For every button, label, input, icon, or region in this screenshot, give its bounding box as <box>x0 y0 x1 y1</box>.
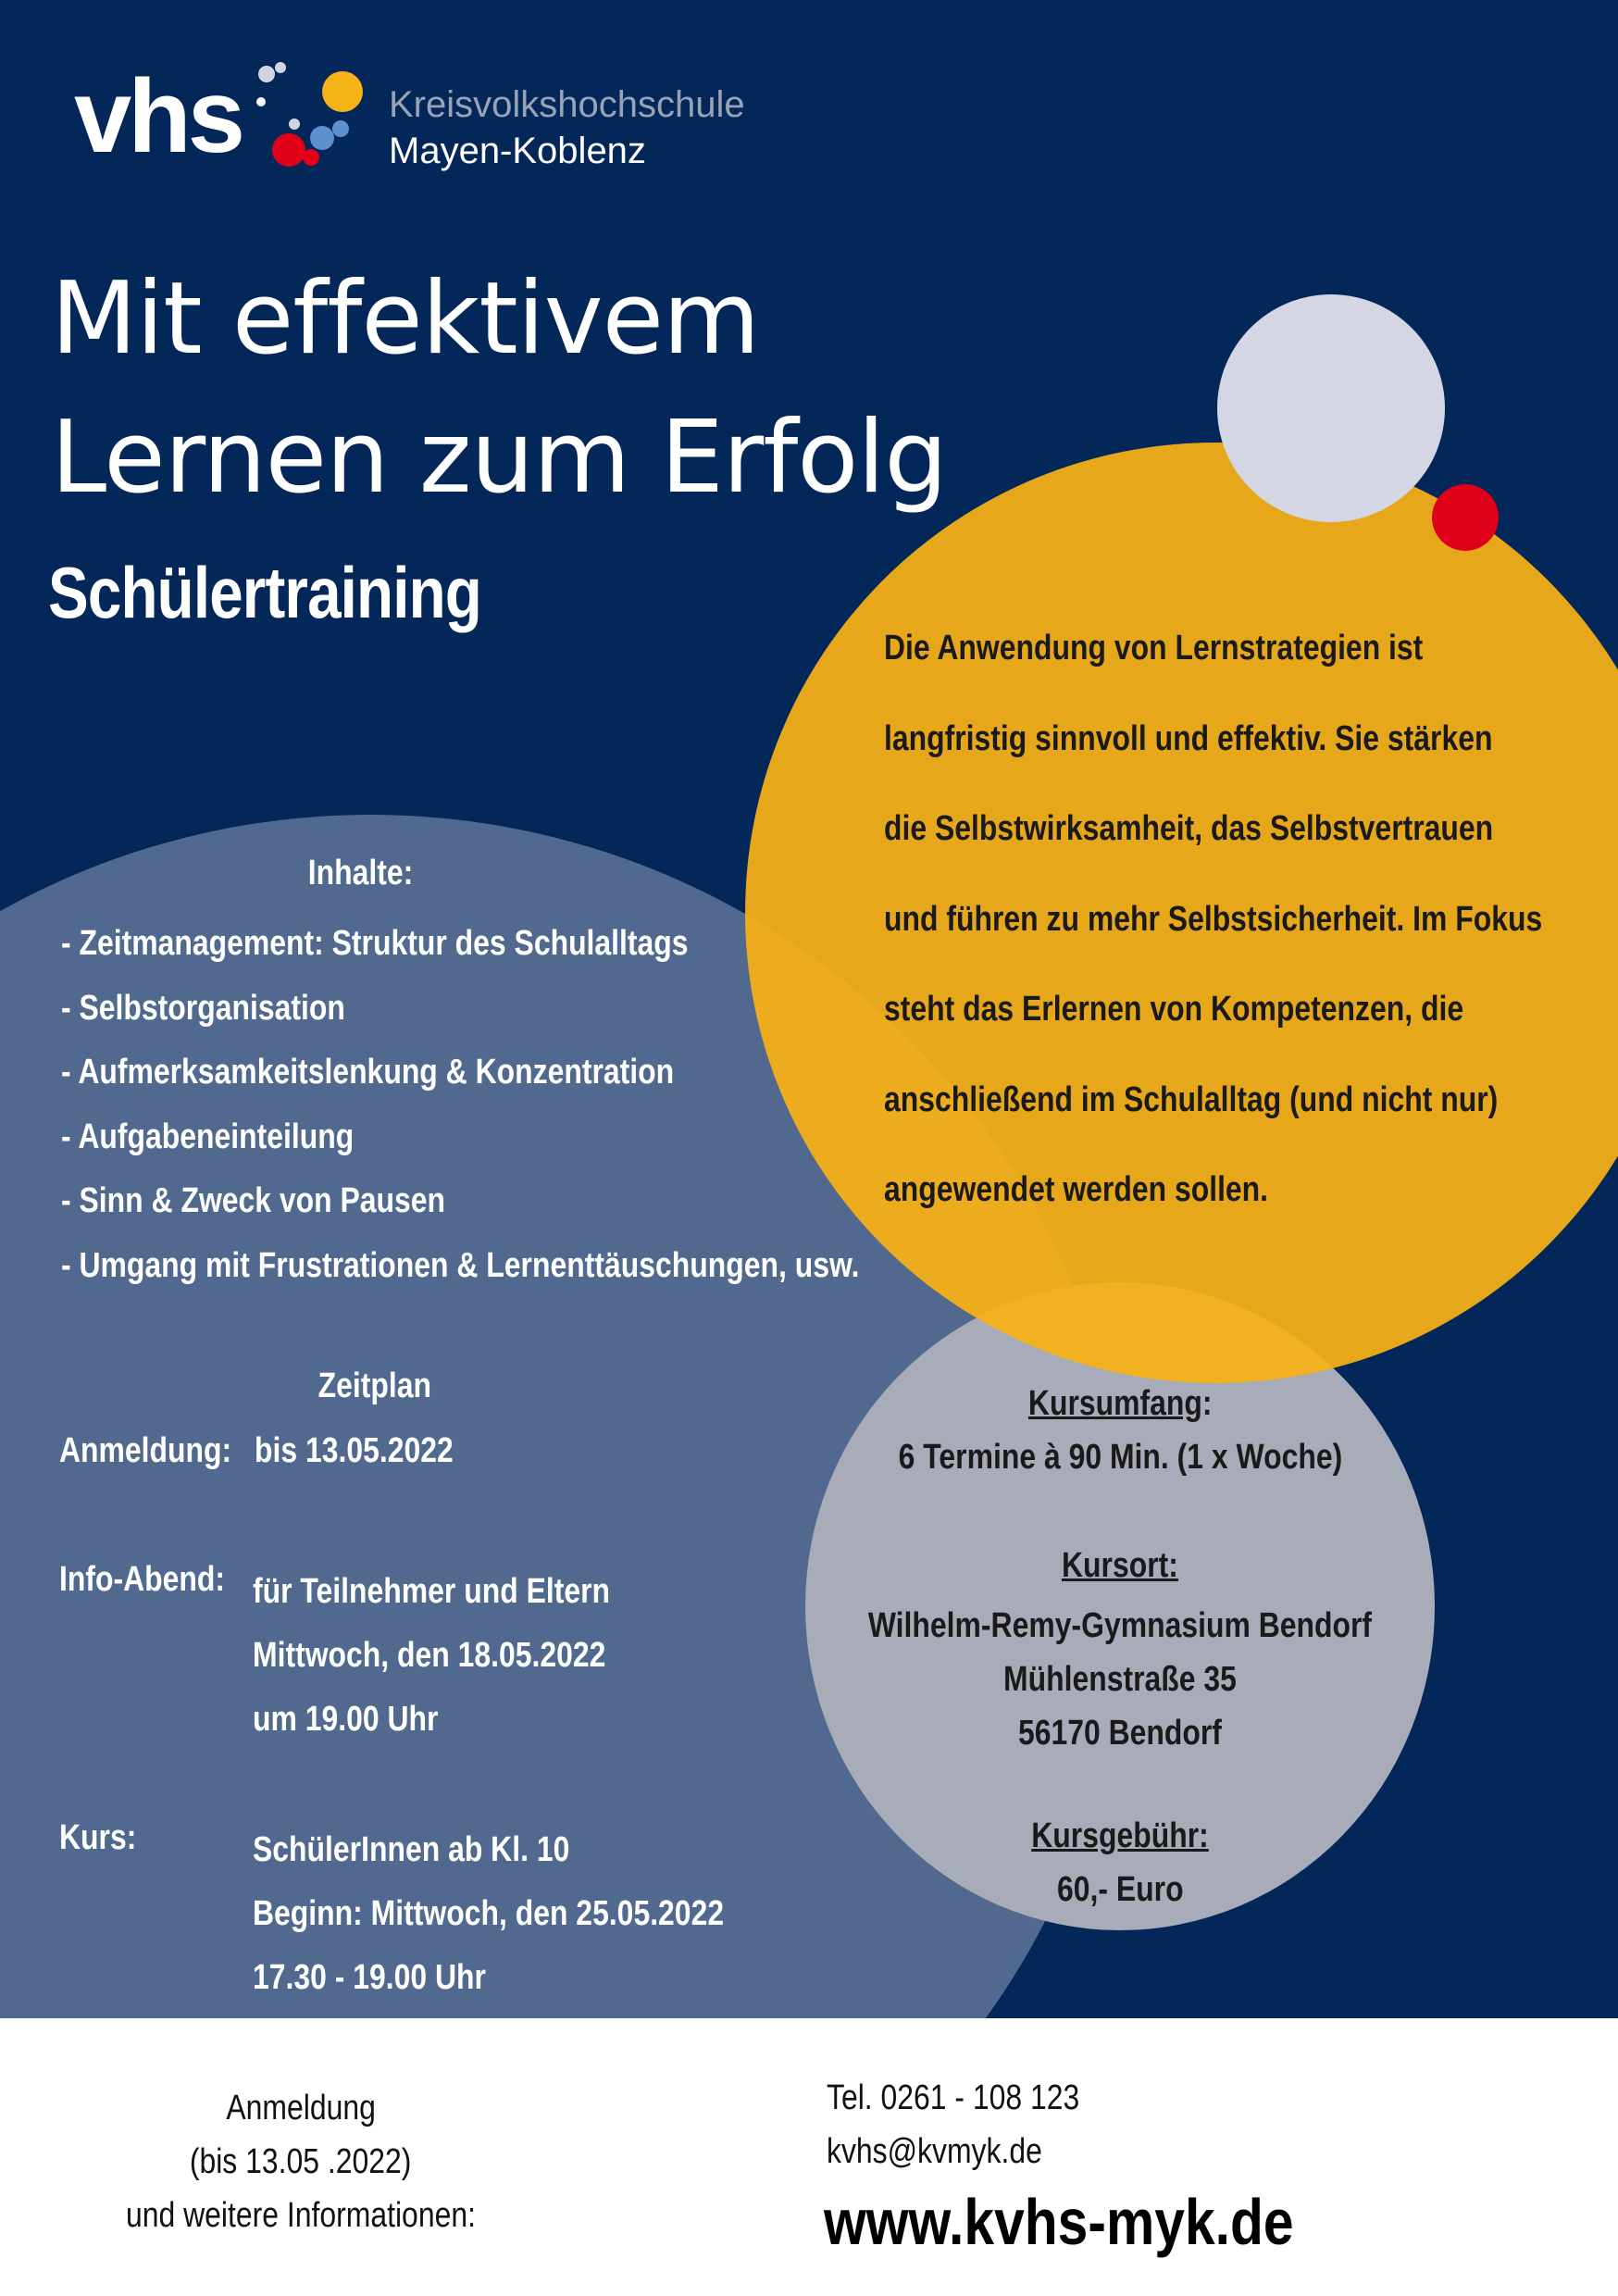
list-item: - Sinn & Zweck von Pausen <box>61 1181 446 1220</box>
info-abend-line: für Teilnehmer und Eltern <box>253 1572 611 1611</box>
list-item: - Umgang mit Frustrationen & Lernenttäuschungen, usw. <box>61 1245 860 1285</box>
kursort-heading <box>805 1546 1435 1586</box>
kursumfang-value-text: 6 Termine à 90 Min. (1 x Woche) <box>898 1438 1342 1477</box>
description-line: und führen zu mehr Selbstsicherheit. Im Fokus <box>884 899 1543 939</box>
red-dot-shape <box>1432 484 1499 551</box>
footer-note-line: und weitere Informationen: <box>126 2196 476 2235</box>
phone-number[interactable]: Tel. 0261 - 108 123 <box>827 2078 1080 2117</box>
logo-line-1: Kreisvolkshochschule <box>389 84 745 125</box>
page-subtitle: Schülertraining <box>48 552 481 633</box>
kursumfang-colon: : <box>1201 1384 1213 1423</box>
kurs-line: Beginn: Mittwoch, den 25.05.2022 <box>253 1894 725 1933</box>
title-line-2: Lernen zum Erfolg <box>51 400 947 516</box>
kurs-details <box>253 1818 724 2010</box>
anmeldung-label: Anmeldung: <box>59 1431 232 1470</box>
page-title <box>51 250 947 528</box>
anmeldung-value: bis 13.05.2022 <box>255 1431 454 1470</box>
info-abend-details <box>253 1560 610 1752</box>
inhalte-heading <box>0 854 722 893</box>
list-item: - Zeitmanagement: Struktur des Schulalltags <box>61 924 689 963</box>
kurs-label: Kurs: <box>59 1818 137 1857</box>
kursgebuehr-heading <box>805 1816 1435 1856</box>
logo-line-2: Mayen-Koblenz <box>389 131 646 171</box>
description-line: steht das Erlernen von Kompetenzen, die <box>884 990 1464 1029</box>
kurs-line: 17.30 - 19.00 Uhr <box>253 1958 486 1997</box>
kursumfang-heading <box>805 1384 1435 1424</box>
logo-subtitle <box>389 81 745 174</box>
title-line-1: Mit effektivem <box>51 261 760 377</box>
list-item: - Aufgabeneinteilung <box>61 1117 355 1156</box>
info-abend-line: um 19.00 Uhr <box>253 1700 439 1739</box>
kursgebuehr-value <box>805 1870 1435 1910</box>
kursort-line: Wilhelm-Remy-Gymnasium Bendorf <box>867 1606 1373 1645</box>
kurs-line: SchülerInnen ab Kl. 10 <box>253 1830 570 1869</box>
website-link[interactable]: www.kvhs-myk.de <box>824 2186 1294 2258</box>
info-abend-line: Mittwoch, den 18.05.2022 <box>253 1636 606 1675</box>
description-line: langfristig sinnvoll und effektiv. Sie stärken <box>884 718 1493 758</box>
kursumfang-value <box>805 1438 1435 1478</box>
footer-contact <box>827 2071 1079 2178</box>
zeitplan-heading <box>0 1366 750 1406</box>
kursort-line: Mühlenstraße 35 <box>1003 1660 1237 1699</box>
email-link[interactable]: kvhs@kvmyk.de <box>827 2132 1042 2171</box>
description-line: angewendet werden sollen. <box>884 1170 1269 1209</box>
footer-note-line: (bis 13.05 .2022) <box>190 2142 412 2181</box>
vhs-logo-wordmark: vhs <box>74 58 242 174</box>
kursort-line: 56170 Bendorf <box>1017 1714 1222 1753</box>
list-item: - Aufmerksamkeitslenkung & Konzentration <box>61 1053 675 1092</box>
footer-note-line: Anmeldung <box>226 2089 376 2128</box>
kursgebuehr-heading-text: Kursgebühr: <box>1031 1816 1209 1855</box>
vhs-logo-dots-icon <box>250 59 370 170</box>
description-line: anschließend im Schulalltag (und nicht nur) <box>884 1079 1499 1119</box>
kursort-address <box>805 1599 1435 1760</box>
inhalte-heading-text: Inhalte: <box>308 854 414 892</box>
light-circle-shape <box>1217 294 1445 522</box>
list-item: - Selbstorganisation <box>61 988 345 1028</box>
kursumfang-heading-text: Kursumfang <box>1027 1384 1202 1423</box>
description-line: die Selbstwirksamheit, das Selbstvertrauen <box>884 809 1494 848</box>
info-abend-label: Info-Abend: <box>59 1560 226 1599</box>
description-block <box>884 604 1543 1236</box>
kursgebuehr-value-text: 60,- Euro <box>1056 1870 1184 1909</box>
inhalte-list <box>61 912 859 1298</box>
zeitplan-heading-text: Zeitplan <box>317 1366 432 1405</box>
kursort-heading-text: Kursort: <box>1062 1546 1178 1585</box>
footer-registration-note <box>83 2081 518 2242</box>
description-line: Die Anwendung von Lernstrategien ist <box>884 629 1424 668</box>
